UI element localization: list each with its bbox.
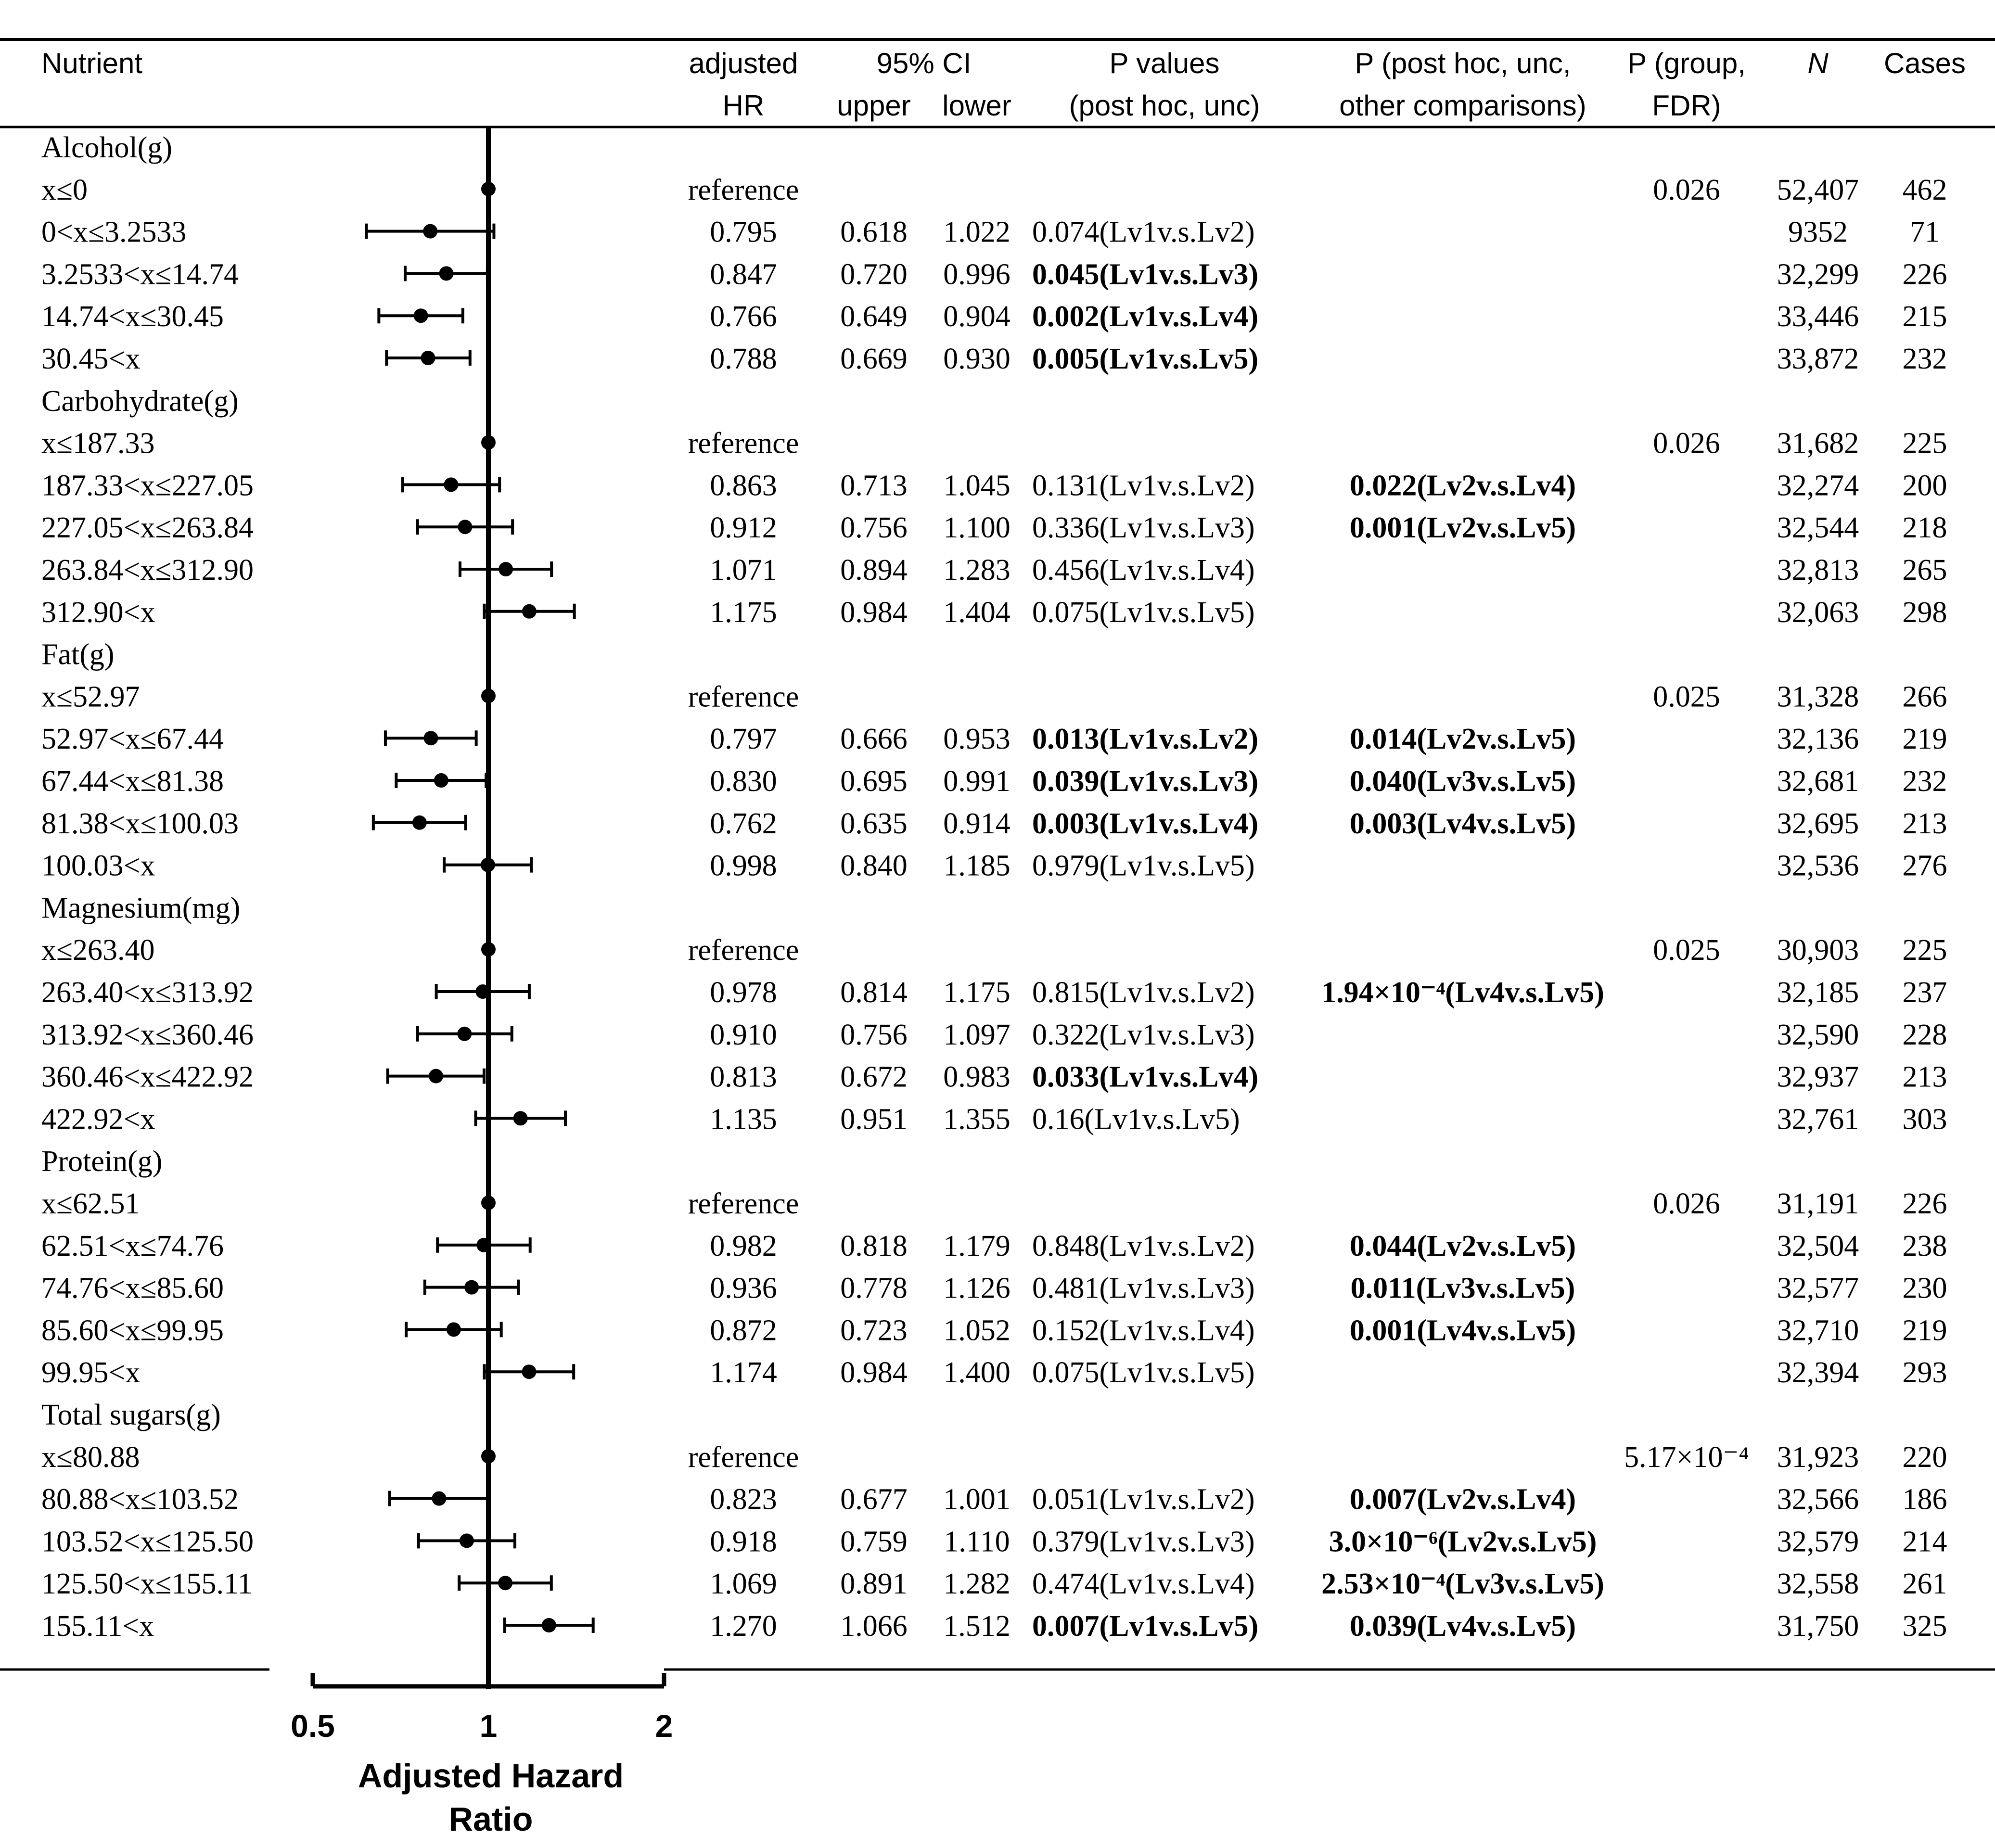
cell-n: 32,577 xyxy=(1777,1272,1859,1305)
cell-ci-upper: 0.618 xyxy=(840,216,908,249)
row-label: 74.76<x≤85.60 xyxy=(41,1272,224,1305)
cell-ci-upper: 0.894 xyxy=(840,554,908,586)
group-label: Magnesium(mg) xyxy=(41,892,241,925)
hr-point xyxy=(421,351,435,365)
cell-ci-lower: 1.097 xyxy=(943,1018,1010,1051)
cell-cases: 215 xyxy=(1902,300,1947,333)
cell-hr: 0.912 xyxy=(710,511,777,545)
cell-ci-upper: 0.984 xyxy=(840,596,908,629)
cell-p-group: 0.026 xyxy=(1653,1187,1720,1220)
row-label: 85.60<x≤99.95 xyxy=(41,1314,224,1347)
cell-p-other: 0.044(Lv2v.s.Lv5) xyxy=(1349,1229,1576,1262)
cell-hr: 0.795 xyxy=(710,216,777,249)
x-axis-title-line1: Adjusted Hazard xyxy=(358,1757,624,1795)
cell-hr: 1.175 xyxy=(710,596,777,629)
cell-cases: 303 xyxy=(1902,1103,1947,1136)
hr-point xyxy=(476,1238,491,1252)
cell-cases: 232 xyxy=(1902,765,1947,798)
header-n: N xyxy=(1807,47,1829,79)
hr-point xyxy=(481,942,496,956)
cell-cases: 225 xyxy=(1902,934,1947,967)
cell-hr: 0.788 xyxy=(710,343,777,375)
cell-cases: 325 xyxy=(1902,1610,1947,1643)
hr-point xyxy=(542,1618,556,1632)
cell-n: 31,750 xyxy=(1777,1610,1859,1643)
cell-ci-upper: 0.840 xyxy=(840,849,908,882)
cell-p-value: 0.848(Lv1v.s.Lv2) xyxy=(1032,1229,1255,1262)
cell-hr: 0.847 xyxy=(710,258,777,291)
row-label: 30.45<x xyxy=(41,343,141,375)
header-nutrient: Nutrient xyxy=(41,47,143,79)
forest-plot-area xyxy=(367,127,593,1689)
hr-point xyxy=(481,688,496,703)
group-label: Fat(g) xyxy=(41,638,115,671)
x-axis-title-line2: Ratio xyxy=(448,1800,533,1838)
cell-hr: 0.797 xyxy=(710,723,777,756)
cell-cases: 200 xyxy=(1902,469,1947,502)
cell-ci-lower: 1.185 xyxy=(943,849,1010,882)
cell-p-value: 0.152(Lv1v.s.Lv4) xyxy=(1032,1314,1255,1347)
header-ci: 95% CI xyxy=(876,47,972,79)
header-hr-line1: adjusted xyxy=(689,47,798,79)
cell-cases: 71 xyxy=(1910,216,1940,249)
hr-point xyxy=(460,1533,474,1548)
cell-p-value: 0.481(Lv1v.s.Lv3) xyxy=(1032,1272,1255,1305)
cell-ci-lower: 1.126 xyxy=(943,1272,1010,1305)
header-pgroup-line2: FDR) xyxy=(1652,89,1721,122)
cell-hr: reference xyxy=(688,1440,799,1474)
row-label: 62.51<x≤74.76 xyxy=(41,1229,224,1262)
cell-hr: reference xyxy=(688,680,799,714)
cell-p-other: 1.94×10⁻⁴(Lv4v.s.Lv5) xyxy=(1321,976,1604,1009)
cell-ci-lower: 1.512 xyxy=(943,1610,1010,1643)
cell-n: 33,872 xyxy=(1777,343,1859,375)
x-tick-label: 1 xyxy=(479,1708,498,1744)
cell-ci-lower: 1.022 xyxy=(943,216,1010,249)
cell-cases: 213 xyxy=(1902,1060,1947,1094)
cell-ci-upper: 0.669 xyxy=(840,343,908,375)
header-p-line2: (post hoc, unc) xyxy=(1069,89,1260,122)
cell-cases: 214 xyxy=(1902,1525,1947,1558)
cell-cases: 186 xyxy=(1902,1483,1947,1516)
cell-ci-upper: 0.635 xyxy=(840,807,908,840)
cell-n: 32,136 xyxy=(1777,723,1859,756)
row-label: x≤52.97 xyxy=(41,680,140,714)
cell-hr: 0.813 xyxy=(710,1060,777,1094)
hr-point xyxy=(444,477,458,492)
cell-ci-lower: 1.052 xyxy=(943,1314,1010,1347)
cell-ci-lower: 0.930 xyxy=(943,343,1010,375)
cell-cases: 276 xyxy=(1902,849,1947,882)
row-label: 52.97<x≤67.44 xyxy=(41,723,224,756)
cell-n: 32,274 xyxy=(1777,469,1859,502)
cell-cases: 220 xyxy=(1902,1440,1947,1474)
cell-ci-upper: 0.756 xyxy=(840,1018,908,1051)
cell-cases: 238 xyxy=(1902,1229,1947,1262)
cell-n: 32,813 xyxy=(1777,554,1859,586)
cell-hr: 0.766 xyxy=(710,300,777,333)
cell-p-value: 0.075(Lv1v.s.Lv5) xyxy=(1032,1356,1255,1389)
cell-hr: 0.910 xyxy=(710,1018,777,1051)
cell-ci-upper: 1.066 xyxy=(840,1610,908,1643)
cell-ci-lower: 0.904 xyxy=(943,300,1010,333)
cell-p-value: 0.005(Lv1v.s.Lv5) xyxy=(1032,343,1259,375)
header-cases: Cases xyxy=(1883,47,1966,79)
cell-hr: 1.270 xyxy=(710,1610,777,1643)
cell-n: 32,185 xyxy=(1777,976,1859,1009)
row-label: 187.33<x≤227.05 xyxy=(41,469,254,502)
cell-cases: 237 xyxy=(1902,976,1947,1009)
x-tick-label: 0.5 xyxy=(291,1708,335,1744)
cell-p-value: 0.322(Lv1v.s.Lv3) xyxy=(1032,1018,1255,1051)
x-axis xyxy=(291,1673,673,1744)
cell-ci-lower: 1.400 xyxy=(943,1356,1010,1389)
row-label: 103.52<x≤125.50 xyxy=(41,1525,254,1558)
cell-cases: 265 xyxy=(1902,554,1947,586)
cell-ci-upper: 0.649 xyxy=(840,300,908,333)
cell-p-other: 0.001(Lv4v.s.Lv5) xyxy=(1349,1314,1576,1347)
row-label: 100.03<x xyxy=(41,849,155,882)
row-label: 3.2533<x≤14.74 xyxy=(41,258,239,291)
cell-hr: 0.982 xyxy=(710,1229,777,1262)
cell-n: 32,299 xyxy=(1777,258,1859,291)
hr-point xyxy=(432,1491,446,1506)
cell-ci-upper: 0.677 xyxy=(840,1483,908,1516)
cell-n: 52,407 xyxy=(1777,173,1859,206)
cell-cases: 219 xyxy=(1902,1314,1947,1347)
cell-p-group: 0.025 xyxy=(1653,680,1720,714)
row-label: 14.74<x≤30.45 xyxy=(41,300,224,333)
hr-point xyxy=(481,435,496,450)
cell-hr: 0.863 xyxy=(710,469,777,502)
cell-ci-lower: 1.001 xyxy=(943,1483,1010,1516)
cell-p-other: 0.003(Lv4v.s.Lv5) xyxy=(1349,807,1576,840)
cell-p-value: 0.007(Lv1v.s.Lv5) xyxy=(1032,1610,1259,1643)
cell-p-value: 0.456(Lv1v.s.Lv4) xyxy=(1032,554,1255,586)
header-pother-line1: P (post hoc, unc, xyxy=(1355,47,1571,79)
cell-n: 32,544 xyxy=(1777,511,1859,545)
cell-p-value: 0.074(Lv1v.s.Lv2) xyxy=(1032,216,1255,249)
cell-hr: reference xyxy=(688,934,799,967)
cell-ci-lower: 0.983 xyxy=(943,1060,1010,1094)
row-label: x≤0 xyxy=(41,173,88,206)
cell-ci-upper: 0.818 xyxy=(840,1229,908,1262)
cell-cases: 266 xyxy=(1902,680,1947,714)
cell-p-value: 0.002(Lv1v.s.Lv4) xyxy=(1032,300,1259,333)
cell-hr: 0.918 xyxy=(710,1525,777,1558)
cell-cases: 261 xyxy=(1902,1568,1947,1601)
row-label: 227.05<x≤263.84 xyxy=(41,511,254,545)
cell-p-value: 0.051(Lv1v.s.Lv2) xyxy=(1032,1483,1255,1516)
header-pother-line2: other comparisons) xyxy=(1339,89,1586,122)
row-label: 155.11<x xyxy=(41,1610,154,1643)
cell-ci-lower: 1.045 xyxy=(943,469,1010,502)
hr-point xyxy=(481,1449,496,1464)
cell-n: 32,761 xyxy=(1777,1103,1859,1136)
cell-n: 32,590 xyxy=(1777,1018,1859,1051)
cell-hr: reference xyxy=(688,427,799,460)
cell-cases: 225 xyxy=(1902,427,1947,460)
row-label: 263.40<x≤313.92 xyxy=(41,976,254,1009)
cell-p-other: 0.007(Lv2v.s.Lv4) xyxy=(1349,1483,1576,1516)
cell-n: 32,710 xyxy=(1777,1314,1859,1347)
cell-p-group: 0.026 xyxy=(1653,173,1720,206)
cell-ci-lower: 1.179 xyxy=(943,1229,1010,1262)
hr-point xyxy=(439,266,454,280)
hr-point xyxy=(414,308,428,323)
cell-cases: 298 xyxy=(1902,596,1947,629)
cell-ci-upper: 0.951 xyxy=(840,1103,908,1136)
cell-hr: 0.830 xyxy=(710,765,777,798)
hr-point xyxy=(499,562,513,576)
hr-point xyxy=(522,604,537,619)
cell-cases: 219 xyxy=(1902,723,1947,756)
cell-ci-upper: 0.720 xyxy=(840,258,908,291)
cell-ci-lower: 0.996 xyxy=(943,258,1010,291)
cell-n: 33,446 xyxy=(1777,300,1859,333)
cell-p-other: 0.022(Lv2v.s.Lv4) xyxy=(1349,469,1576,502)
cell-n: 32,504 xyxy=(1777,1229,1859,1262)
cell-ci-upper: 0.778 xyxy=(840,1272,908,1305)
cell-ci-upper: 0.984 xyxy=(840,1356,908,1389)
cell-n: 32,394 xyxy=(1777,1356,1859,1389)
row-label: 0<x≤3.2533 xyxy=(41,216,187,249)
cell-ci-lower: 1.100 xyxy=(943,511,1010,545)
header-p-line1: P values xyxy=(1109,47,1220,79)
cell-hr: 0.762 xyxy=(710,807,777,840)
hr-point xyxy=(457,1027,472,1041)
cell-n: 31,191 xyxy=(1777,1187,1859,1220)
cell-ci-lower: 1.282 xyxy=(943,1568,1010,1601)
cell-ci-lower: 1.404 xyxy=(943,596,1010,629)
header-lower: lower xyxy=(942,89,1011,122)
hr-point xyxy=(423,224,437,239)
cell-cases: 293 xyxy=(1902,1356,1947,1389)
cell-n: 32,681 xyxy=(1777,765,1859,798)
cell-p-other: 0.039(Lv4v.s.Lv5) xyxy=(1349,1610,1576,1643)
cell-p-group: 0.025 xyxy=(1653,934,1720,967)
cell-p-value: 0.474(Lv1v.s.Lv4) xyxy=(1032,1568,1255,1601)
hr-point xyxy=(513,1111,528,1125)
cell-ci-upper: 0.695 xyxy=(840,765,908,798)
cell-ci-upper: 0.891 xyxy=(840,1568,908,1601)
cell-p-value: 0.033(Lv1v.s.Lv4) xyxy=(1032,1060,1259,1094)
cell-p-value: 0.336(Lv1v.s.Lv3) xyxy=(1032,511,1255,545)
cell-ci-lower: 1.355 xyxy=(943,1103,1010,1136)
cell-cases: 213 xyxy=(1902,807,1947,840)
hr-point xyxy=(481,858,495,872)
cell-hr: 0.823 xyxy=(710,1483,777,1516)
cell-ci-upper: 0.814 xyxy=(840,976,908,1009)
cell-hr: 0.936 xyxy=(710,1272,777,1305)
hr-point xyxy=(458,520,472,534)
cell-p-value: 0.379(Lv1v.s.Lv3) xyxy=(1032,1525,1255,1558)
cell-ci-upper: 0.713 xyxy=(840,469,908,502)
group-label: Carbohydrate(g) xyxy=(41,384,239,418)
row-label: 263.84<x≤312.90 xyxy=(41,554,254,586)
hr-point xyxy=(522,1364,536,1379)
header-pgroup-line1: P (group, xyxy=(1627,47,1746,79)
cell-n: 30,903 xyxy=(1777,934,1859,967)
hr-point xyxy=(412,816,427,830)
cell-n: 32,063 xyxy=(1777,596,1859,629)
group-label: Protein(g) xyxy=(41,1145,163,1178)
cell-ci-lower: 1.110 xyxy=(944,1525,1010,1558)
row-label: 81.38<x≤100.03 xyxy=(41,807,239,840)
cell-ci-lower: 0.914 xyxy=(943,807,1010,840)
hr-point xyxy=(434,773,448,788)
cell-hr: 1.069 xyxy=(710,1568,777,1601)
hr-point xyxy=(447,1322,461,1337)
hr-point xyxy=(464,1280,479,1295)
cell-cases: 230 xyxy=(1902,1272,1947,1305)
cell-cases: 462 xyxy=(1902,173,1947,206)
header-upper: upper xyxy=(837,89,911,122)
row-label: 125.50<x≤155.11 xyxy=(41,1568,253,1601)
cell-n: 32,558 xyxy=(1777,1568,1859,1601)
row-label: x≤80.88 xyxy=(41,1440,140,1474)
cell-p-value: 0.003(Lv1v.s.Lv4) xyxy=(1032,807,1259,840)
cell-hr: 0.872 xyxy=(710,1314,777,1347)
row-label: 99.95<x xyxy=(41,1356,141,1389)
group-label: Total sugars(g) xyxy=(41,1399,221,1431)
cell-p-value: 0.131(Lv1v.s.Lv2) xyxy=(1032,469,1255,502)
cell-n: 31,328 xyxy=(1777,680,1859,714)
table-rows xyxy=(41,131,1947,1643)
cell-cases: 228 xyxy=(1902,1018,1947,1051)
row-label: 422.92<x xyxy=(41,1103,155,1136)
header-hr-line2: HR xyxy=(722,89,765,122)
cell-hr: 0.978 xyxy=(710,976,777,1009)
cell-hr: 1.174 xyxy=(710,1356,777,1389)
cell-n: 31,923 xyxy=(1777,1440,1859,1474)
hr-point xyxy=(424,731,438,745)
cell-n: 32,536 xyxy=(1777,849,1859,882)
cell-ci-upper: 0.672 xyxy=(840,1060,908,1094)
row-label: 312.90<x xyxy=(41,596,155,629)
hr-point xyxy=(498,1576,512,1590)
cell-p-value: 0.045(Lv1v.s.Lv3) xyxy=(1032,258,1259,291)
cell-p-value: 0.039(Lv1v.s.Lv3) xyxy=(1032,765,1259,798)
cell-ci-lower: 0.991 xyxy=(943,765,1010,798)
cell-hr: 1.135 xyxy=(710,1103,777,1136)
cell-p-value: 0.979(Lv1v.s.Lv5) xyxy=(1032,849,1255,882)
row-label: 80.88<x≤103.52 xyxy=(41,1483,239,1516)
cell-p-other: 0.011(Lv3v.s.Lv5) xyxy=(1350,1272,1575,1305)
cell-p-value: 0.815(Lv1v.s.Lv2) xyxy=(1032,976,1255,1009)
row-label: 360.46<x≤422.92 xyxy=(41,1060,254,1094)
cell-ci-lower: 1.175 xyxy=(943,976,1010,1009)
cell-n: 9352 xyxy=(1788,216,1848,249)
row-label: x≤62.51 xyxy=(41,1187,140,1220)
cell-n: 31,682 xyxy=(1777,427,1859,460)
cell-cases: 232 xyxy=(1902,343,1947,375)
cell-p-group: 0.026 xyxy=(1653,427,1720,460)
cell-ci-upper: 0.756 xyxy=(840,511,908,545)
cell-hr: reference xyxy=(688,1187,799,1220)
hr-point xyxy=(475,984,490,999)
row-label: 67.44<x≤81.38 xyxy=(41,765,224,798)
x-tick-label: 2 xyxy=(655,1708,673,1744)
cell-n: 32,566 xyxy=(1777,1483,1859,1516)
cell-hr: 0.998 xyxy=(710,849,777,882)
hr-point xyxy=(429,1069,443,1083)
hr-point xyxy=(481,1196,496,1210)
cell-ci-upper: 0.759 xyxy=(840,1525,908,1558)
cell-p-other: 0.014(Lv2v.s.Lv5) xyxy=(1349,723,1576,756)
row-label: 313.92<x≤360.46 xyxy=(41,1018,254,1051)
cell-p-group: 5.17×10⁻⁴ xyxy=(1624,1440,1749,1474)
cell-p-other: 0.001(Lv2v.s.Lv5) xyxy=(1349,511,1576,545)
row-label: x≤187.33 xyxy=(41,427,155,460)
cell-p-other: 0.040(Lv3v.s.Lv5) xyxy=(1349,765,1576,798)
cell-hr: reference xyxy=(688,173,799,206)
cell-hr: 1.071 xyxy=(710,554,777,586)
cell-ci-upper: 0.666 xyxy=(840,723,908,756)
cell-p-value: 0.075(Lv1v.s.Lv5) xyxy=(1032,596,1255,629)
row-label: x≤263.40 xyxy=(41,934,155,967)
cell-p-other: 3.0×10⁻⁶(Lv2v.s.Lv5) xyxy=(1329,1525,1597,1558)
cell-cases: 226 xyxy=(1902,1187,1947,1220)
cell-ci-lower: 0.953 xyxy=(943,723,1010,756)
cell-ci-upper: 0.723 xyxy=(840,1314,908,1347)
group-label: Alcohol(g) xyxy=(41,131,173,164)
cell-p-other: 2.53×10⁻⁴(Lv3v.s.Lv5) xyxy=(1321,1568,1604,1601)
hr-point xyxy=(481,182,496,196)
cell-cases: 226 xyxy=(1902,258,1947,291)
cell-n: 32,579 xyxy=(1777,1525,1859,1558)
cell-n: 32,937 xyxy=(1777,1060,1859,1094)
cell-cases: 218 xyxy=(1902,511,1947,545)
cell-p-value: 0.013(Lv1v.s.Lv2) xyxy=(1032,723,1259,756)
cell-n: 32,695 xyxy=(1777,807,1859,840)
cell-ci-lower: 1.283 xyxy=(943,554,1010,586)
cell-p-value: 0.16(Lv1v.s.Lv5) xyxy=(1032,1103,1240,1136)
